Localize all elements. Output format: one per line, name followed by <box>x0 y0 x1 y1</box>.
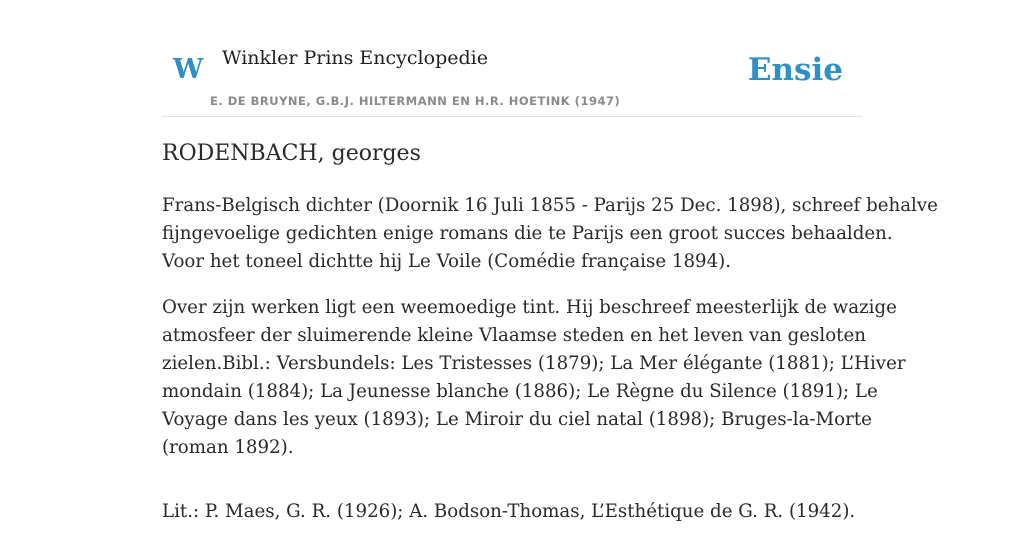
article-paragraph <box>162 192 938 276</box>
source-header <box>162 0 862 117</box>
article-line: mondain (1884); La Jeunesse blanche (1886); Le Règne du Silence (1891); Le <box>162 381 878 402</box>
entry-title: RODENBACH, georges <box>162 141 421 166</box>
literature-paragraph <box>162 498 882 526</box>
page <box>162 0 938 522</box>
ensie-brand-link[interactable]: Ensie <box>747 52 843 88</box>
literature-line: Lit.: P. Maes, G. R. (1926); A. Bodson-Thomas, L’Esthétique de G. R. (1942). <box>162 501 856 522</box>
article-line: Over zijn werken ligt een weemoedige tint. Hij beschreef meesterlijk de wazige <box>162 297 897 318</box>
article-line: (roman 1892). <box>162 437 294 458</box>
article-body <box>162 192 938 544</box>
winkler-prins-logo[interactable]: W <box>173 54 204 85</box>
article-line: fijngevoelige gedichten enige romans die te Parijs een groot succes behaalden. <box>162 223 893 244</box>
article-paragraph <box>162 294 906 462</box>
source-title[interactable]: Winkler Prins Encyclopedie <box>222 47 488 69</box>
article-line: Frans-Belgisch dichter (Doornik 16 Juli 1855 - Parijs 25 Dec. 1898), schreef behalve <box>162 195 938 216</box>
article-line: zielen.Bibl.: Versbundels: Les Tristesses (1879); La Mer élégante (1881); L’Hiver <box>162 353 906 374</box>
article-line: Voor het toneel dichtte hij Le Voile (Comédie française 1894). <box>162 251 732 272</box>
article-line: atmosfeer der sluimerende kleine Vlaamse steden en het leven van gesloten <box>162 325 866 346</box>
article-line: Voyage dans les yeux (1893); Le Miroir du ciel natal (1898); Bruges-la-Morte <box>162 409 872 430</box>
source-authors: E. DE BRUYNE, G.B.J. HILTERMANN EN H.R. HOETINK (1947) <box>210 94 621 108</box>
